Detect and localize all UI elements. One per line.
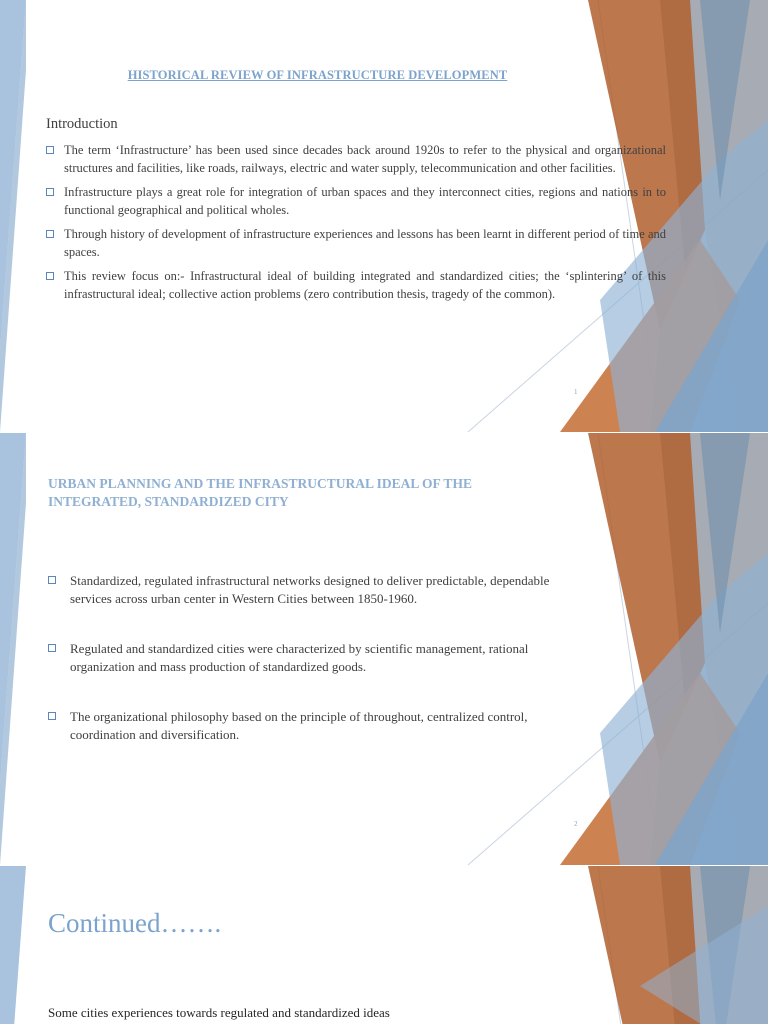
bullet-text: Regulated and standardized cities were characterized by scientific management, rational organization and mass production of standardized goods. — [70, 641, 529, 674]
bullet-text: Infrastructure plays a great role for integration of urban spaces and they interconnect cities, regions and nations in to functional geographical and political wholes. — [64, 185, 666, 217]
bullet-text: Standardized, regulated infrastructural networks designed to deliver predictable, dependable services across urban center in Western Cities between 1850-1960. — [70, 573, 550, 606]
slide-1-subtitle: Introduction — [46, 116, 118, 132]
list-item — [46, 142, 666, 177]
list-item — [46, 268, 666, 303]
list-item — [48, 572, 553, 608]
list-item — [46, 184, 666, 219]
slide-2-page-number: 2 — [574, 820, 578, 828]
slide-3 — [0, 866, 768, 1024]
bullet-text: This review focus on:- Infrastructural ideal of building integrated and standardized cities; the ‘splintering’ of this infrastructural ideal; collective action problems (zero contribution thesis, tragedy of the common). — [64, 269, 666, 301]
square-bullet-icon — [48, 644, 56, 652]
list-item — [48, 708, 553, 744]
slide-2-bullet-list — [48, 572, 553, 776]
slide-3-title: Continued……. — [48, 908, 222, 938]
list-item — [48, 640, 553, 676]
bullet-text: The term ‘Infrastructure’ has been used since decades back around 1920s to refer to the physical and organizational structures and facilities, like roads, railways, electric and water supply, telecommunication and other facilities. — [64, 143, 666, 175]
square-bullet-icon — [46, 146, 54, 154]
slide-1-page-number: 1 — [574, 388, 578, 396]
square-bullet-icon — [46, 272, 54, 280]
slide-3-decoration — [0, 866, 768, 1024]
slide-1 — [0, 0, 768, 432]
square-bullet-icon — [48, 712, 56, 720]
square-bullet-icon — [46, 188, 54, 196]
square-bullet-icon — [46, 230, 54, 238]
bullet-text: The organizational philosophy based on the principle of throughout, centralized control, coordination and diversification. — [70, 709, 528, 742]
bullet-text: Through history of development of infrastructure experiences and lessons has been learnt in different period of time and spaces. — [64, 227, 666, 259]
slide-3-body-text: Some cities experiences towards regulated and standardized ideas — [48, 1005, 390, 1020]
slide-2-title: URBAN PLANNING AND THE INFRASTRUCTURAL IDEAL OF THE INTEGRATED, STANDARDIZED CITY — [48, 476, 472, 509]
list-item — [46, 226, 666, 261]
slide-1-bullet-list — [46, 142, 666, 310]
square-bullet-icon — [48, 576, 56, 584]
slide-1-title: HISTORICAL REVIEW OF INFRASTRUCTURE DEVELOPMENT — [127, 68, 508, 82]
